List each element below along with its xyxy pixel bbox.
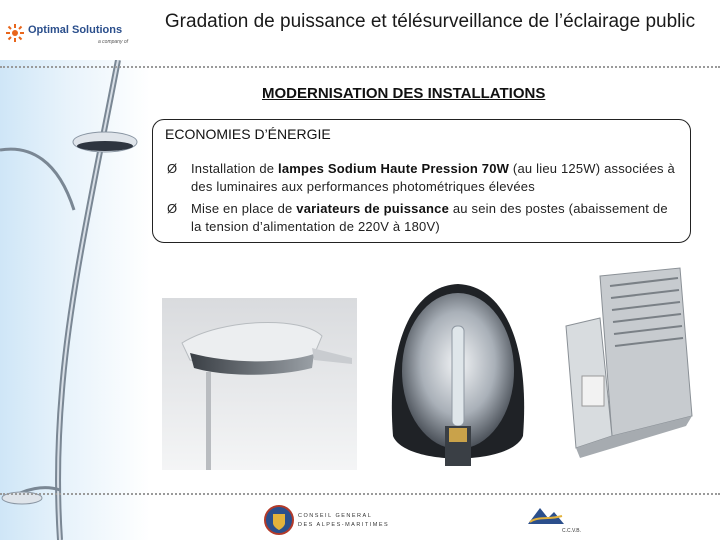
conseil-general-line1: CONSEIL GENERAL: [298, 513, 373, 519]
sun-icon: [6, 24, 24, 42]
box-heading: ECONOMIES D’ÉNERGIE: [165, 126, 331, 142]
street-lamp-pole-image: [0, 60, 140, 540]
bullet-text-after: au sein des postes (abaissement de la tension d’alimentation de 220V à 180V): [191, 201, 668, 234]
ccvb-logo: [526, 502, 596, 538]
bullet-text: [191, 200, 681, 236]
lamp-reflector-photo: [381, 276, 535, 476]
logo-subtext: a company of: [98, 39, 129, 45]
bottom-divider: [0, 493, 720, 495]
bullet-text-before: Mise en place de: [191, 201, 297, 216]
bullet-text-before: Installation de: [191, 161, 279, 176]
optimal-solutions-logo: [6, 22, 129, 46]
conseil-general-line2: DES ALPES-MARITIMES: [298, 522, 390, 528]
power-dimmer-photo: [560, 266, 695, 466]
ccvb-text: C.C.V.B.: [562, 528, 581, 534]
bullet-text: [191, 160, 681, 196]
energy-savings-box: [152, 119, 691, 243]
bullet-text-bold: lampes Sodium Haute Pression 70W: [278, 161, 510, 176]
mountain-wave-icon: [526, 502, 566, 528]
bullet-arrow-icon: Ø: [167, 161, 178, 176]
crest-icon: [264, 505, 294, 535]
bullet-text-after: (au lieu 125W) associées à des luminaires aux performances photométriques élevées: [191, 161, 675, 194]
page-title: Gradation de puissance et télésurveillance de l’éclairage public: [164, 11, 696, 32]
top-divider: [0, 66, 720, 68]
conseil-general-logo: [262, 503, 390, 537]
logo-text: Optimal Solutions: [28, 24, 123, 36]
luminaire-photo: [162, 298, 357, 470]
bullet-text-bold: variateurs de puissance: [296, 201, 450, 216]
bullet-arrow-icon: Ø: [167, 201, 178, 216]
section-subtitle: MODERNISATION DES INSTALLATIONS: [262, 85, 546, 102]
